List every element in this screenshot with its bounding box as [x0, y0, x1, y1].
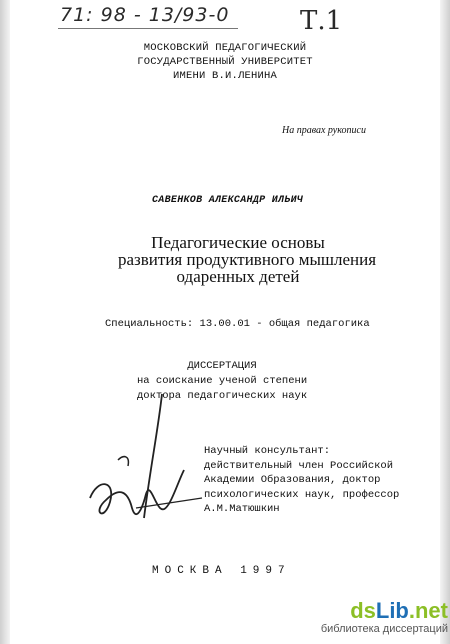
- rights-note: На правах рукописи: [282, 125, 366, 136]
- consultant-line: Научный консультант:: [204, 445, 331, 457]
- dissertation-title: [118, 233, 377, 286]
- scan-left-edge: [0, 0, 10, 644]
- institution-line: ГОСУДАРСТВЕННЫЙ УНИВЕРСИТЕТ: [137, 56, 313, 68]
- degree-line: на соискание ученой степени: [137, 375, 308, 387]
- dslib-logo[interactable]: [278, 600, 448, 622]
- logo-ds: ds: [350, 598, 376, 623]
- title-line: Педагогические основы: [151, 233, 325, 252]
- degree-line: доктора педагогических наук: [137, 390, 308, 402]
- consultant-line: Академии Образования, доктор: [204, 474, 381, 486]
- city-year: МОСКВА 1997: [152, 565, 291, 577]
- dslib-watermark[interactable]: [278, 600, 448, 636]
- title-line: одаренных детей: [176, 267, 300, 286]
- consultant-line: психологических наук, профессор: [204, 488, 400, 501]
- institution-header: [120, 41, 330, 83]
- consultant-line: А.М.Матюшкин: [204, 503, 280, 515]
- degree-line: ДИССЕРТАЦИЯ: [187, 360, 257, 372]
- dslib-subtitle: библиотека диссертаций: [320, 623, 448, 635]
- handwritten-signature: [84, 390, 214, 540]
- specialty-line: Специальность: 13.00.01 - общая педагогика: [105, 318, 370, 330]
- logo-net: .net: [408, 598, 448, 623]
- institution-line: ИМЕНИ В.И.ЛЕНИНА: [172, 70, 278, 82]
- consultant-block: [204, 444, 399, 517]
- volume-mark: Т.1: [300, 6, 343, 36]
- title-line: развития продуктивного мышления: [118, 250, 377, 269]
- archive-number: 71: 98 - 13/93-0: [60, 4, 230, 26]
- scan-right-edge: [440, 0, 450, 644]
- institution-line: МОСКОВСКИЙ ПЕДАГОГИЧЕСКИЙ: [143, 42, 307, 54]
- consultant-line: действительный член Российской: [204, 459, 394, 472]
- logo-lib: Lib: [375, 598, 409, 623]
- author-name: САВЕНКОВ АЛЕКСАНДР ИЛЬИЧ: [152, 195, 304, 206]
- archive-underline: [58, 28, 238, 29]
